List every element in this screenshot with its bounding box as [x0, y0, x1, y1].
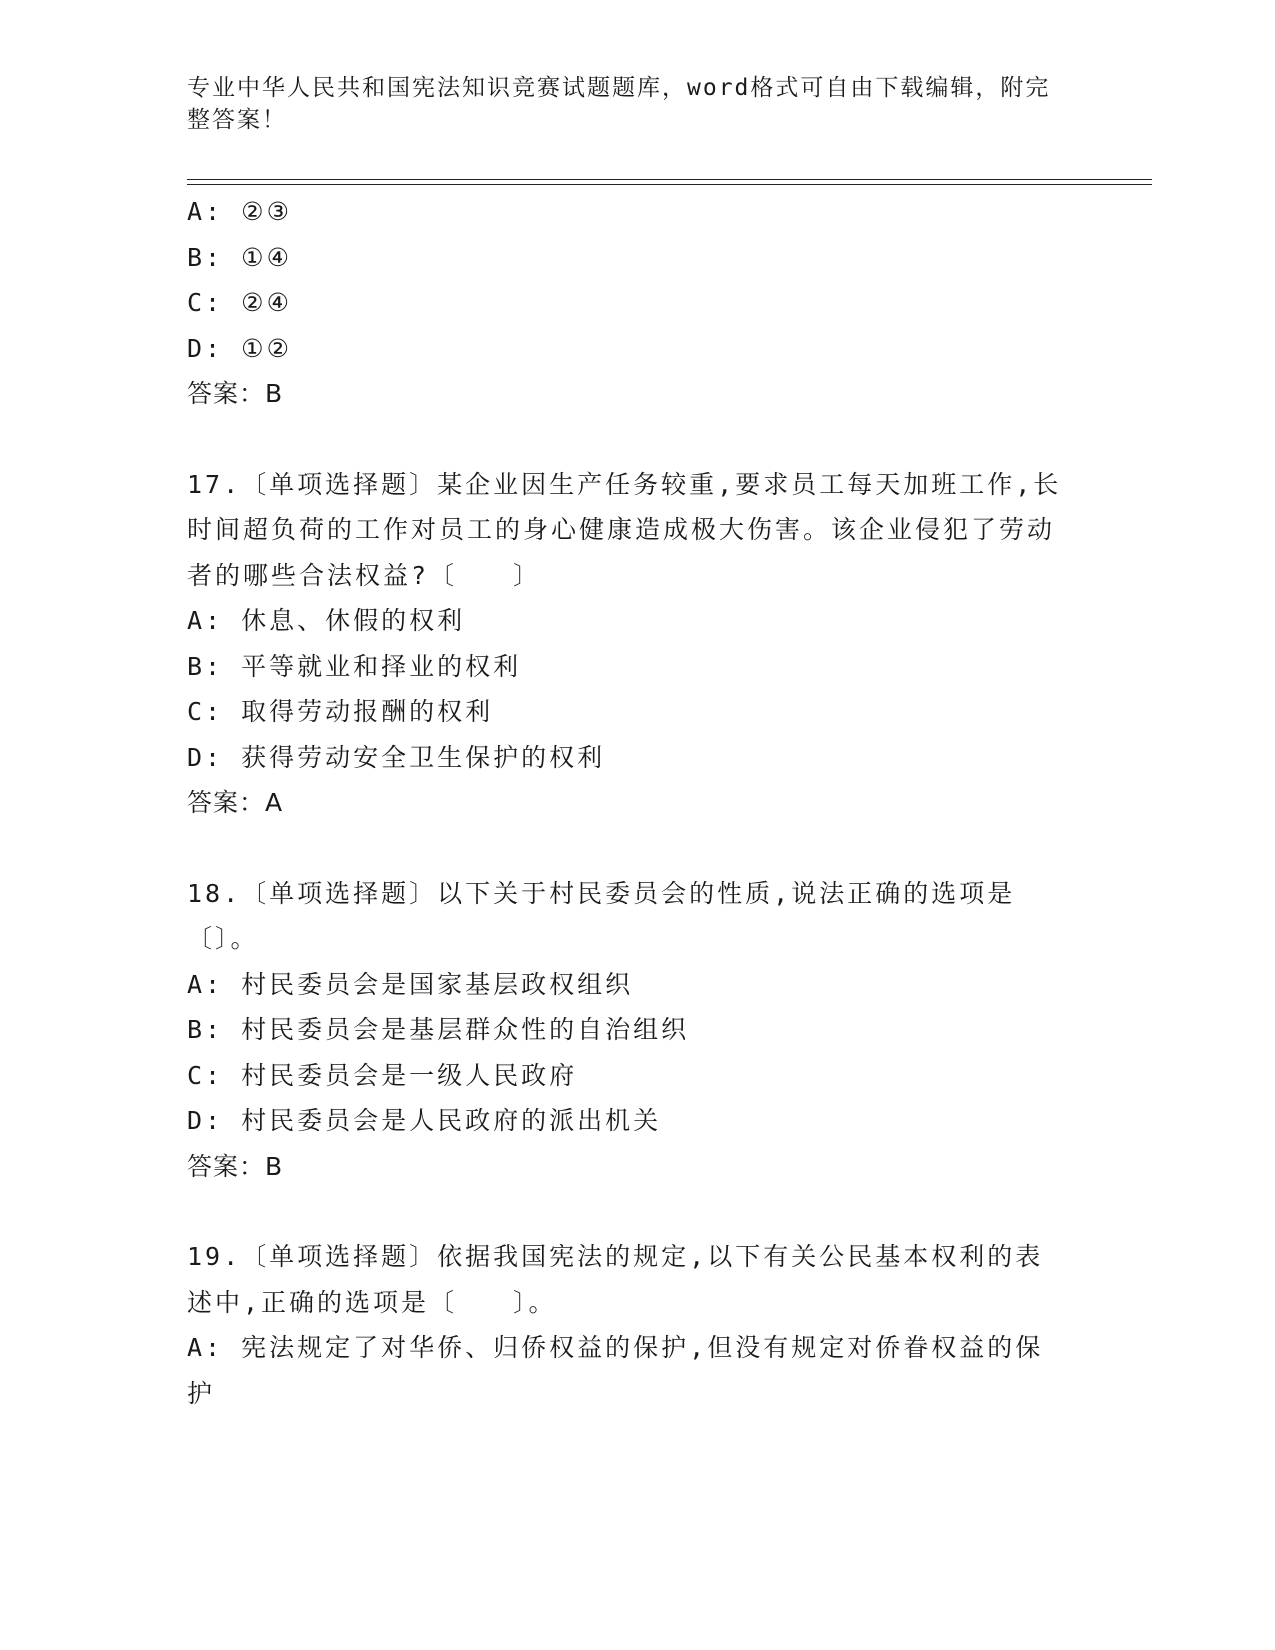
option-a: A: 休息、休假的权利 [187, 606, 466, 635]
header-text: 专业中华人民共和国宪法知识竞赛试题题库，word格式可自由下载编辑，附完整答案！ [187, 75, 1051, 133]
option-a: A: 宪法规定了对华侨、归侨权益的保护,但没有规定对侨眷权益的保护 [187, 1333, 1044, 1408]
answer-line: 答案：B [187, 379, 284, 408]
option-b: B: ①④ [187, 242, 292, 272]
question-stem: 17.〔单项选择题〕某企业因生产任务较重,要求员工每天加班工作,长时间超负荷的工作对员工的身心健康造成极大伤害。该企业侵犯了劳动者的哪些合法权益?〔 〕 [187, 469, 1062, 590]
option-a: A: 村民委员会是国家基层政权组织 [187, 969, 634, 999]
question-17 [187, 462, 1067, 826]
option-b: B: 平等就业和择业的权利 [187, 651, 522, 681]
option-d: D: 村民委员会是人民政府的派出机关 [187, 1106, 662, 1135]
option-a: A: ②③ [187, 197, 292, 226]
question-stem: 18.〔单项选择题〕以下关于村民委员会的性质,说法正确的选项是〔〕。 [187, 878, 1016, 953]
question-16-continued [187, 189, 1067, 417]
option-b: B: 村民委员会是基层群众性的自治组织 [187, 1015, 690, 1044]
option-c: C: 村民委员会是一级人民政府 [187, 1060, 578, 1090]
header-divider-top [187, 179, 1152, 180]
document-header [187, 72, 1067, 136]
option-d: D: 获得劳动安全卫生保护的权利 [187, 742, 606, 772]
answer-line: 答案：A [187, 788, 284, 817]
question-18 [187, 871, 1067, 1190]
option-d: D: ①② [187, 333, 292, 363]
question-stem: 19.〔单项选择题〕依据我国宪法的规定,以下有关公民基本权利的表述中,正确的选项是〔 〕。 [187, 1242, 1044, 1317]
document-body [187, 189, 1067, 1416]
answer-line: 答案：B [187, 1151, 284, 1181]
option-c: C: ②④ [187, 288, 292, 317]
option-c: C: 取得劳动报酬的权利 [187, 697, 494, 726]
header-divider-bottom [187, 184, 1152, 185]
question-19 [187, 1234, 1067, 1416]
